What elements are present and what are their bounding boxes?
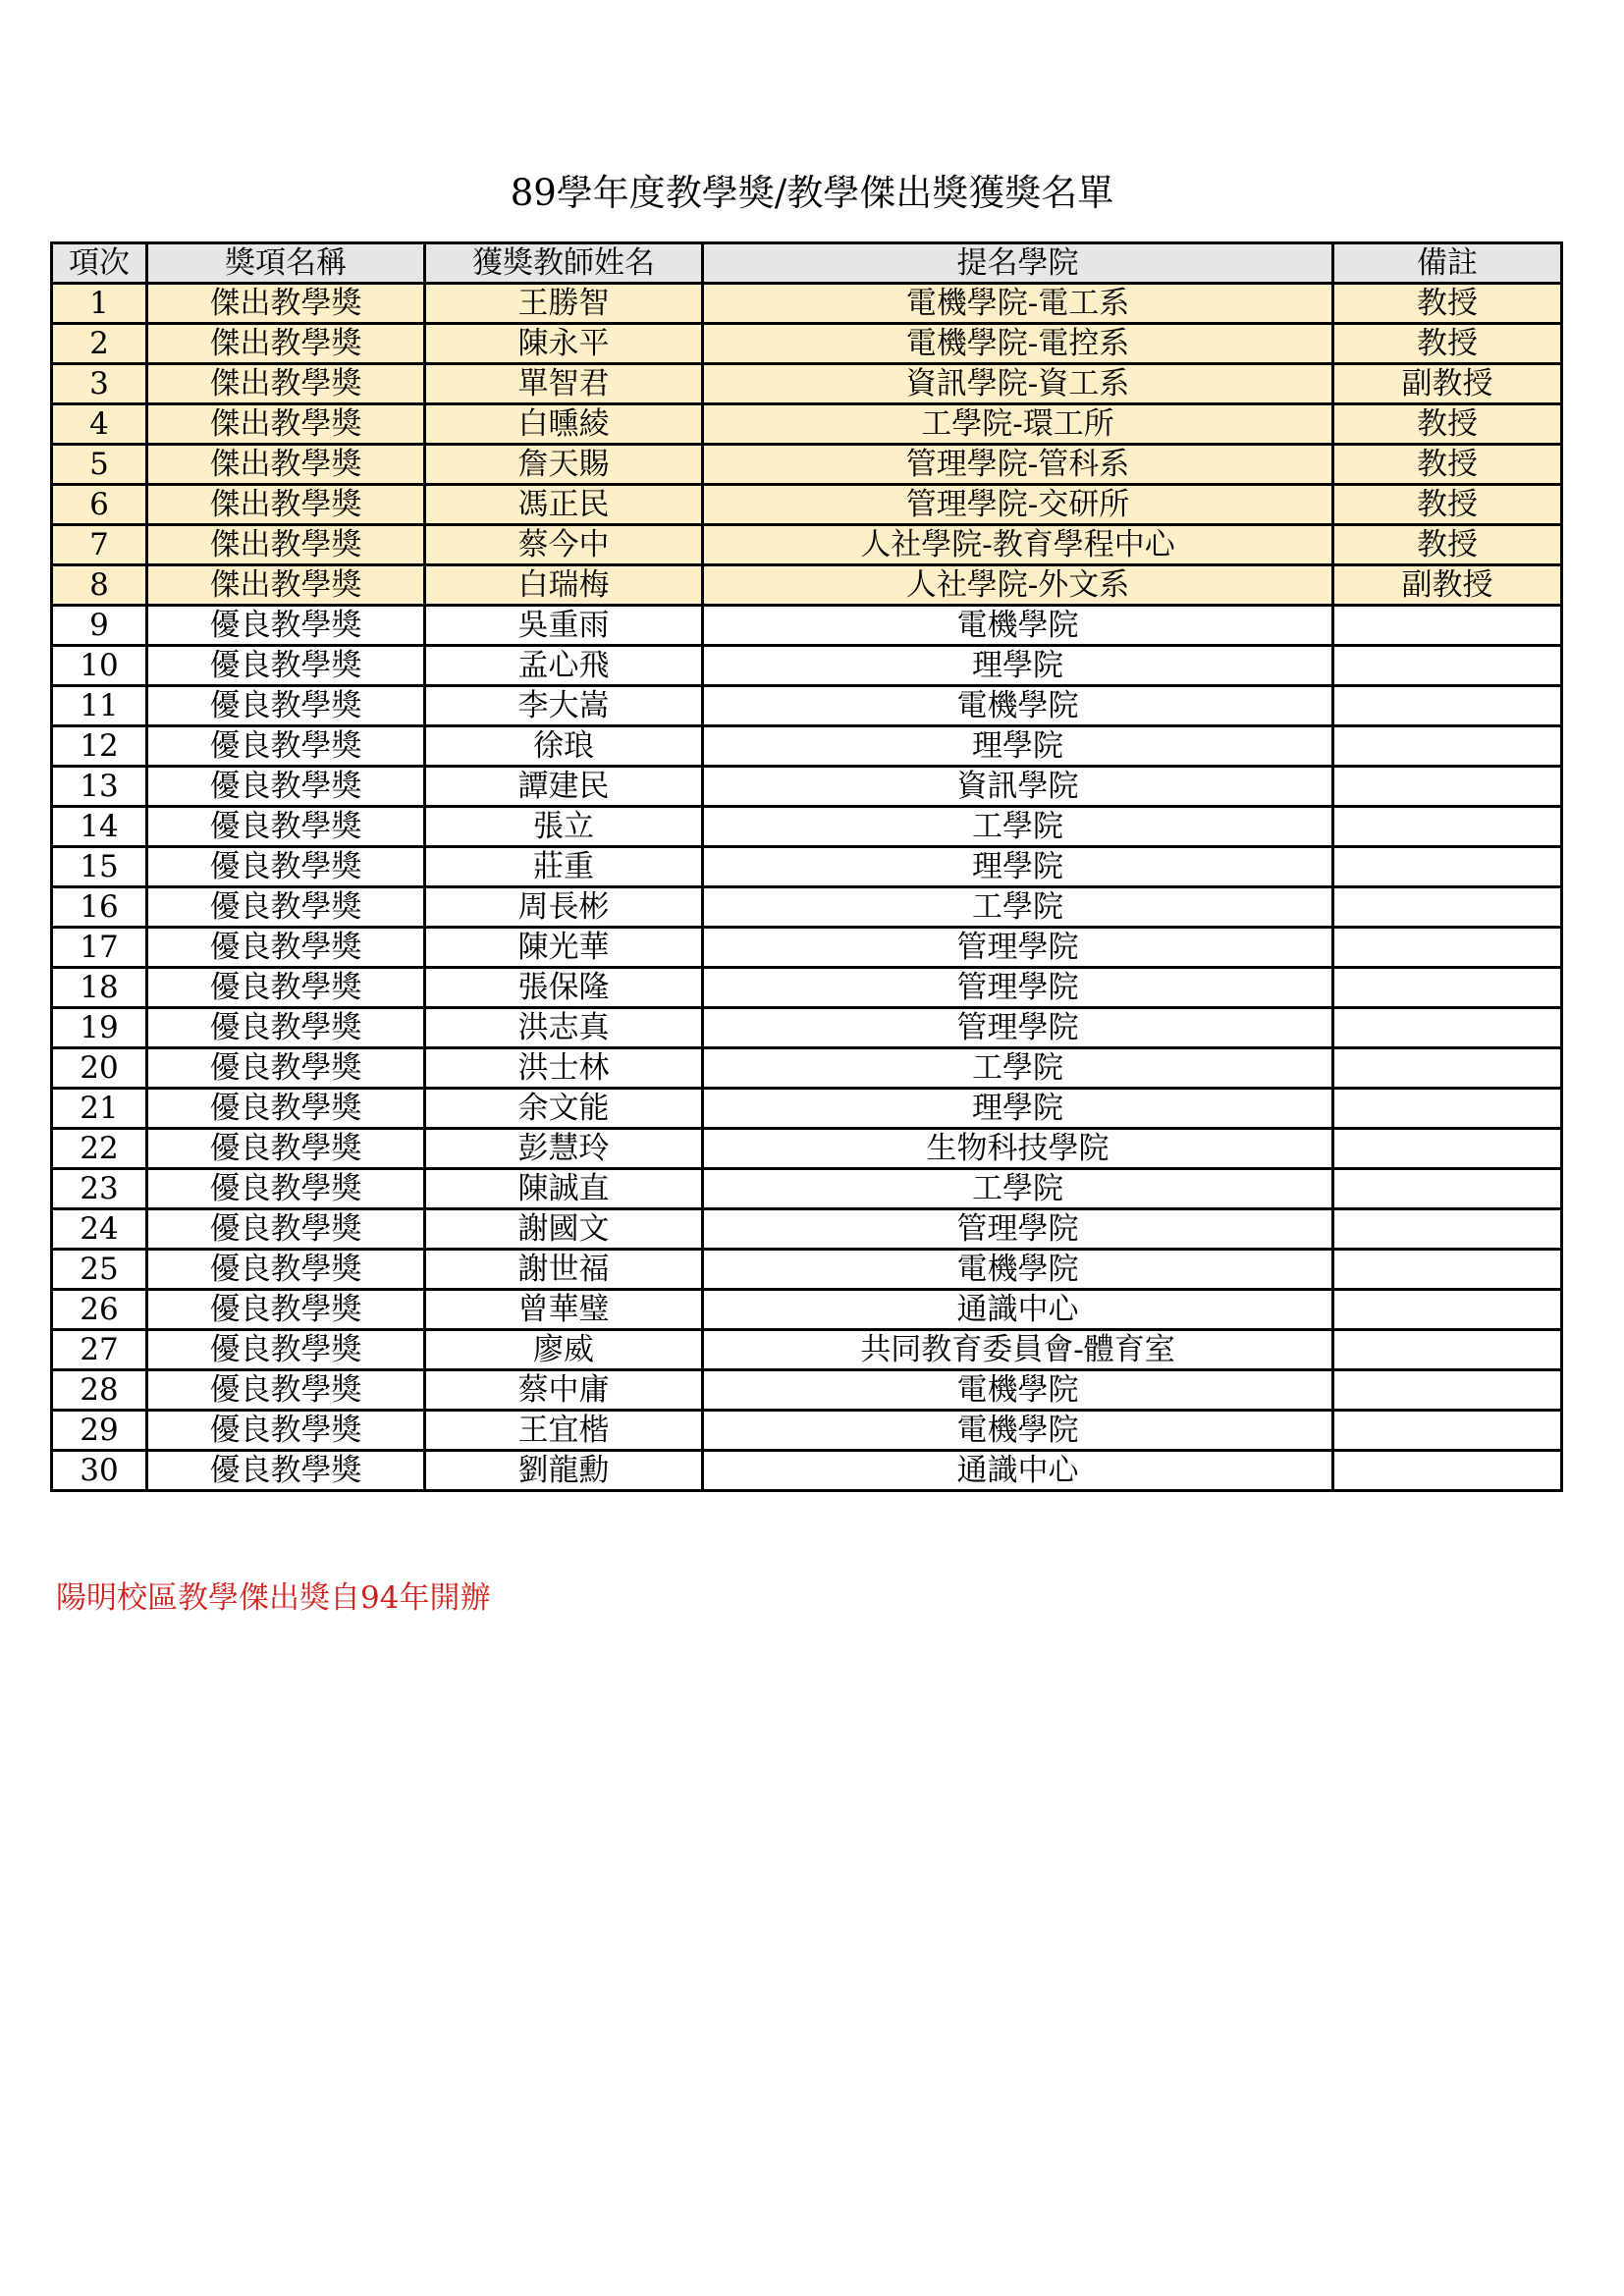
table-row [52, 847, 1562, 887]
cell-award-name: 優良教學獎 [147, 1008, 425, 1048]
table-row [52, 1129, 1562, 1169]
cell-remarks [1333, 726, 1562, 767]
table-row [52, 404, 1562, 445]
cell-teacher-name: 孟心飛 [425, 646, 703, 686]
cell-nominating-college: 通識中心 [703, 1451, 1333, 1491]
cell-teacher-name: 蔡今中 [425, 525, 703, 565]
table-row [52, 525, 1562, 565]
table-row [52, 324, 1562, 364]
cell-item-number: 14 [52, 807, 147, 847]
cell-remarks [1333, 1089, 1562, 1129]
page-title: 89學年度教學獎/教學傑出獎獲獎名單 [510, 172, 1114, 214]
table-row [52, 887, 1562, 928]
cell-teacher-name: 陳永平 [425, 324, 703, 364]
table-row [52, 968, 1562, 1008]
cell-nominating-college: 電機學院 [703, 606, 1333, 646]
cell-item-number: 26 [52, 1290, 147, 1330]
cell-remarks [1333, 646, 1562, 686]
cell-remarks [1333, 1370, 1562, 1411]
cell-award-name: 優良教學獎 [147, 1370, 425, 1411]
cell-remarks [1333, 847, 1562, 887]
cell-item-number: 8 [52, 565, 147, 606]
table-row [52, 364, 1562, 404]
cell-nominating-college: 工學院 [703, 1048, 1333, 1089]
cell-item-number: 29 [52, 1411, 147, 1451]
cell-award-name: 傑出教學獎 [147, 324, 425, 364]
cell-remarks: 教授 [1333, 485, 1562, 525]
cell-remarks: 教授 [1333, 404, 1562, 445]
cell-remarks: 副教授 [1333, 364, 1562, 404]
cell-nominating-college: 人社學院-教育學程中心 [703, 525, 1333, 565]
header-teacher-name: 獲獎教師姓名 [425, 243, 703, 284]
table-row [52, 1169, 1562, 1209]
cell-nominating-college: 生物科技學院 [703, 1129, 1333, 1169]
cell-nominating-college: 管理學院 [703, 1008, 1333, 1048]
cell-nominating-college: 人社學院-外文系 [703, 565, 1333, 606]
cell-item-number: 4 [52, 404, 147, 445]
cell-nominating-college: 電機學院 [703, 686, 1333, 726]
cell-nominating-college: 工學院 [703, 807, 1333, 847]
cell-award-name: 傑出教學獎 [147, 565, 425, 606]
cell-item-number: 1 [52, 284, 147, 324]
cell-nominating-college: 工學院 [703, 1169, 1333, 1209]
cell-award-name: 優良教學獎 [147, 1451, 425, 1491]
cell-teacher-name: 洪士林 [425, 1048, 703, 1089]
cell-item-number: 28 [52, 1370, 147, 1411]
cell-item-number: 5 [52, 445, 147, 485]
cell-award-name: 傑出教學獎 [147, 364, 425, 404]
cell-item-number: 15 [52, 847, 147, 887]
cell-item-number: 24 [52, 1209, 147, 1250]
cell-teacher-name: 白曛綾 [425, 404, 703, 445]
cell-award-name: 優良教學獎 [147, 1209, 425, 1250]
cell-item-number: 3 [52, 364, 147, 404]
cell-item-number: 23 [52, 1169, 147, 1209]
cell-teacher-name: 張立 [425, 807, 703, 847]
cell-nominating-college: 資訊學院-資工系 [703, 364, 1333, 404]
cell-remarks: 教授 [1333, 284, 1562, 324]
cell-teacher-name: 詹天賜 [425, 445, 703, 485]
table-row [52, 1209, 1562, 1250]
table-row [52, 1048, 1562, 1089]
cell-item-number: 7 [52, 525, 147, 565]
table-row [52, 445, 1562, 485]
cell-nominating-college: 電機學院-電工系 [703, 284, 1333, 324]
table-row [52, 606, 1562, 646]
table-row [52, 1250, 1562, 1290]
cell-teacher-name: 蔡中庸 [425, 1370, 703, 1411]
cell-remarks: 教授 [1333, 525, 1562, 565]
cell-remarks [1333, 928, 1562, 968]
table-row [52, 1451, 1562, 1491]
cell-remarks [1333, 1250, 1562, 1290]
cell-remarks [1333, 807, 1562, 847]
table-row [52, 565, 1562, 606]
cell-award-name: 優良教學獎 [147, 726, 425, 767]
cell-award-name: 優良教學獎 [147, 1048, 425, 1089]
cell-nominating-college: 電機學院 [703, 1411, 1333, 1451]
cell-item-number: 19 [52, 1008, 147, 1048]
cell-teacher-name: 陳誠直 [425, 1169, 703, 1209]
cell-teacher-name: 白瑞梅 [425, 565, 703, 606]
cell-nominating-college: 資訊學院 [703, 767, 1333, 807]
cell-item-number: 22 [52, 1129, 147, 1169]
header-remarks: 備註 [1333, 243, 1562, 284]
table-row [52, 284, 1562, 324]
table-row [52, 1370, 1562, 1411]
cell-nominating-college: 理學院 [703, 646, 1333, 686]
table-row [52, 686, 1562, 726]
cell-item-number: 12 [52, 726, 147, 767]
footnote: 陽明校區教學傑出獎自94年開辦 [56, 1580, 491, 1616]
cell-nominating-college: 管理學院-管科系 [703, 445, 1333, 485]
award-table [50, 241, 1563, 1492]
cell-teacher-name: 李大嵩 [425, 686, 703, 726]
cell-nominating-college: 電機學院-電控系 [703, 324, 1333, 364]
cell-nominating-college: 理學院 [703, 847, 1333, 887]
table-row [52, 1008, 1562, 1048]
cell-teacher-name: 洪志真 [425, 1008, 703, 1048]
cell-teacher-name: 余文能 [425, 1089, 703, 1129]
cell-award-name: 優良教學獎 [147, 767, 425, 807]
cell-item-number: 18 [52, 968, 147, 1008]
cell-remarks [1333, 1330, 1562, 1370]
cell-award-name: 優良教學獎 [147, 887, 425, 928]
cell-award-name: 傑出教學獎 [147, 445, 425, 485]
cell-item-number: 16 [52, 887, 147, 928]
cell-teacher-name: 馮正民 [425, 485, 703, 525]
cell-award-name: 傑出教學獎 [147, 485, 425, 525]
cell-award-name: 傑出教學獎 [147, 284, 425, 324]
cell-remarks [1333, 1451, 1562, 1491]
table-row [52, 767, 1562, 807]
cell-award-name: 優良教學獎 [147, 1169, 425, 1209]
cell-award-name: 優良教學獎 [147, 847, 425, 887]
cell-teacher-name: 劉龍勳 [425, 1451, 703, 1491]
cell-remarks [1333, 1209, 1562, 1250]
cell-nominating-college: 管理學院 [703, 1209, 1333, 1250]
cell-award-name: 優良教學獎 [147, 686, 425, 726]
cell-remarks [1333, 1411, 1562, 1451]
table-row [52, 807, 1562, 847]
cell-remarks [1333, 1290, 1562, 1330]
cell-award-name: 優良教學獎 [147, 1089, 425, 1129]
cell-remarks [1333, 1008, 1562, 1048]
cell-award-name: 優良教學獎 [147, 807, 425, 847]
cell-nominating-college: 電機學院 [703, 1370, 1333, 1411]
cell-teacher-name: 陳光華 [425, 928, 703, 968]
cell-remarks [1333, 1129, 1562, 1169]
cell-teacher-name: 單智君 [425, 364, 703, 404]
cell-award-name: 優良教學獎 [147, 646, 425, 686]
cell-remarks: 副教授 [1333, 565, 1562, 606]
cell-item-number: 21 [52, 1089, 147, 1129]
cell-nominating-college: 工學院-環工所 [703, 404, 1333, 445]
cell-teacher-name: 彭慧玲 [425, 1129, 703, 1169]
cell-teacher-name: 吳重雨 [425, 606, 703, 646]
cell-item-number: 13 [52, 767, 147, 807]
cell-award-name: 優良教學獎 [147, 1411, 425, 1451]
cell-item-number: 10 [52, 646, 147, 686]
cell-teacher-name: 廖威 [425, 1330, 703, 1370]
cell-teacher-name: 王宜楷 [425, 1411, 703, 1451]
cell-award-name: 優良教學獎 [147, 1330, 425, 1370]
cell-teacher-name: 張保隆 [425, 968, 703, 1008]
cell-nominating-college: 工學院 [703, 887, 1333, 928]
cell-teacher-name: 王勝智 [425, 284, 703, 324]
cell-award-name: 優良教學獎 [147, 1129, 425, 1169]
cell-nominating-college: 管理學院 [703, 928, 1333, 968]
cell-remarks [1333, 686, 1562, 726]
cell-nominating-college: 管理學院 [703, 968, 1333, 1008]
cell-remarks [1333, 1169, 1562, 1209]
cell-item-number: 11 [52, 686, 147, 726]
cell-item-number: 2 [52, 324, 147, 364]
cell-teacher-name: 莊重 [425, 847, 703, 887]
cell-nominating-college: 管理學院-交研所 [703, 485, 1333, 525]
cell-teacher-name: 曾華璧 [425, 1290, 703, 1330]
header-nominating-college: 提名學院 [703, 243, 1333, 284]
table-row [52, 485, 1562, 525]
table-body [52, 284, 1562, 1491]
cell-nominating-college: 通識中心 [703, 1290, 1333, 1330]
table-row [52, 726, 1562, 767]
cell-item-number: 17 [52, 928, 147, 968]
cell-teacher-name: 謝世福 [425, 1250, 703, 1290]
cell-remarks: 教授 [1333, 324, 1562, 364]
header-award-name: 獎項名稱 [147, 243, 425, 284]
table-row [52, 1411, 1562, 1451]
table-row [52, 646, 1562, 686]
cell-remarks [1333, 887, 1562, 928]
cell-award-name: 優良教學獎 [147, 1250, 425, 1290]
cell-nominating-college: 共同教育委員會-體育室 [703, 1330, 1333, 1370]
cell-teacher-name: 譚建民 [425, 767, 703, 807]
cell-remarks [1333, 606, 1562, 646]
header-item-number: 項次 [52, 243, 147, 284]
cell-award-name: 優良教學獎 [147, 606, 425, 646]
cell-nominating-college: 理學院 [703, 726, 1333, 767]
cell-item-number: 6 [52, 485, 147, 525]
cell-award-name: 傑出教學獎 [147, 404, 425, 445]
table-row [52, 1330, 1562, 1370]
cell-teacher-name: 周長彬 [425, 887, 703, 928]
cell-nominating-college: 理學院 [703, 1089, 1333, 1129]
cell-teacher-name: 徐琅 [425, 726, 703, 767]
table-row [52, 1290, 1562, 1330]
cell-teacher-name: 謝國文 [425, 1209, 703, 1250]
cell-item-number: 9 [52, 606, 147, 646]
cell-award-name: 優良教學獎 [147, 968, 425, 1008]
cell-remarks [1333, 767, 1562, 807]
table-row [52, 1089, 1562, 1129]
cell-award-name: 優良教學獎 [147, 1290, 425, 1330]
cell-award-name: 優良教學獎 [147, 928, 425, 968]
table-header-row [52, 243, 1562, 284]
cell-remarks [1333, 1048, 1562, 1089]
cell-item-number: 25 [52, 1250, 147, 1290]
cell-remarks [1333, 968, 1562, 1008]
cell-item-number: 30 [52, 1451, 147, 1491]
cell-item-number: 20 [52, 1048, 147, 1089]
cell-nominating-college: 電機學院 [703, 1250, 1333, 1290]
cell-item-number: 27 [52, 1330, 147, 1370]
cell-remarks: 教授 [1333, 445, 1562, 485]
table-row [52, 928, 1562, 968]
cell-award-name: 傑出教學獎 [147, 525, 425, 565]
